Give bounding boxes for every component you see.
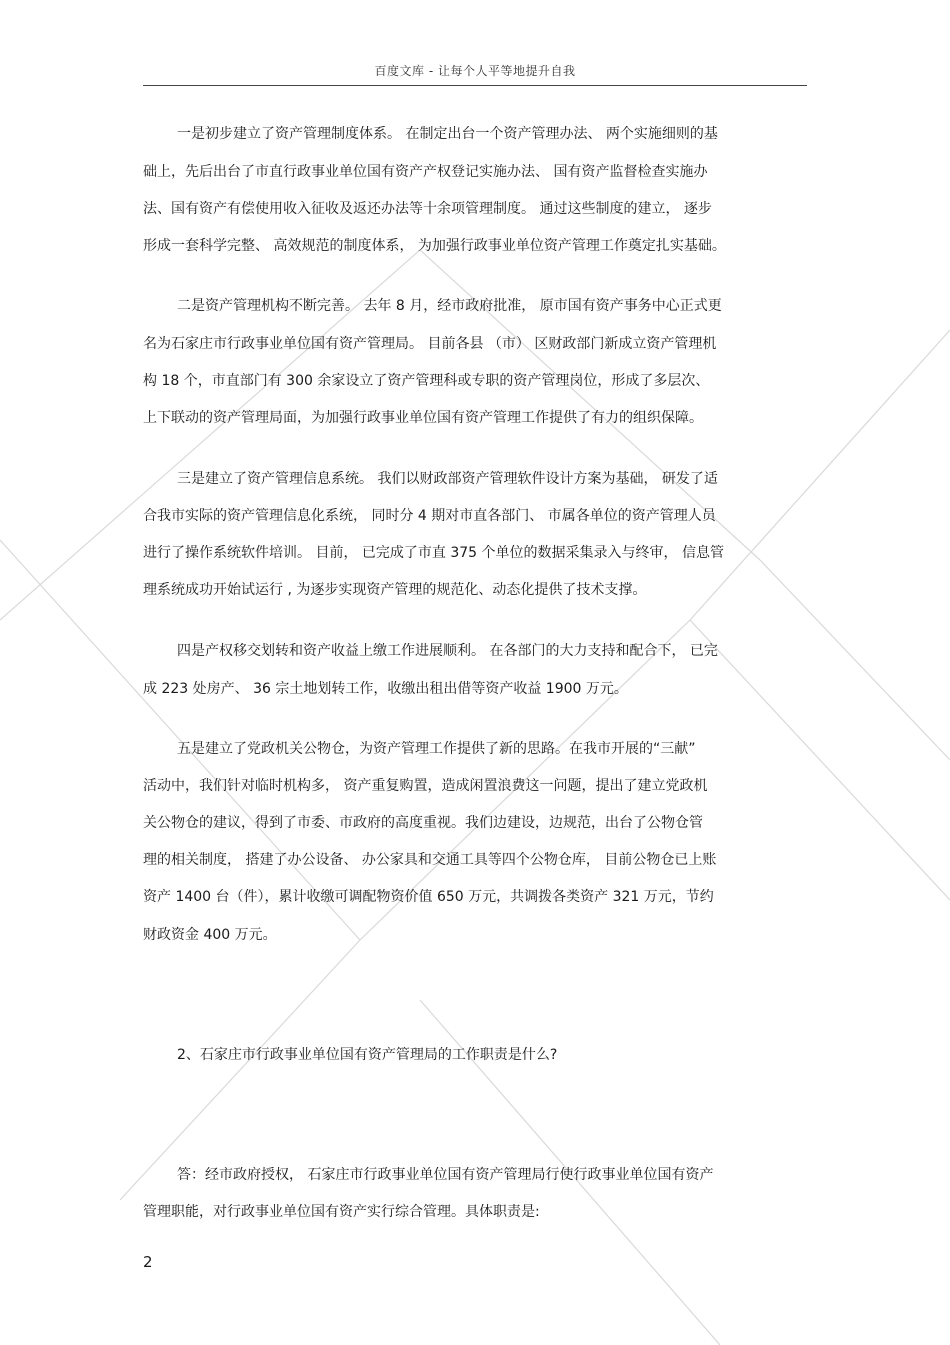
paragraph-line: 理系统成功开始试运行 , 为逐步实现资产管理的规范化、动态化提供了技术支撑。 bbox=[143, 582, 647, 598]
paragraph-line: 进行了操作系统软件培训。 目前， 已完成了市直 375 个单位的数据采集录入与终审， 信息管 bbox=[143, 545, 724, 561]
paragraph-line: 构 18 个，市直部门有 300 余家设立了资产管理科或专职的资产管理岗位，形成了多层次、 bbox=[143, 373, 710, 389]
paragraph-line: 成 223 处房产、 36 宗土地划转工作，收缴出租出借等资产收益 1900 万元。 bbox=[143, 681, 628, 697]
header-divider bbox=[143, 85, 807, 86]
paragraph-line: 法、国有资产有偿使用收入征收及返还办法等十余项管理制度。 通过这些制度的建立， 逐步 bbox=[143, 201, 712, 217]
paragraph-line: 资产 1400 台（件），累计收缴可调配物资价值 650 万元，共调拨各类资产 321 万元，节约 bbox=[143, 889, 714, 905]
paragraph-line: 合我市实际的资产管理信息化系统， 同时分 4 期对市直各部门、 市属各单位的资产管理人员 bbox=[143, 508, 716, 524]
paragraph-line: 础上，先后出台了市直行政事业单位国有资产产权登记实施办法、 国有资产监督检查实施办 bbox=[143, 164, 708, 180]
paragraph-line: 关公物仓的建议，得到了市委、市政府的高度重视。我们边建设，边规范，出台了公物仓管 bbox=[143, 815, 703, 831]
question-heading: 2、石家庄市行政事业单位国有资产管理局的工作职责是什么? bbox=[177, 1047, 558, 1063]
paragraph-line: 上下联动的资产管理局面，为加强行政事业单位国有资产管理工作提供了有力的组织保障。 bbox=[143, 410, 703, 426]
paragraph-line: 四是产权移交划转和资产收益上缴工作进展顺利。 在各部门的大力支持和配合下， 已完 bbox=[177, 643, 718, 659]
answer-line: 答：经市政府授权， 石家庄市行政事业单位国有资产管理局行使行政事业单位国有资产 bbox=[177, 1167, 714, 1183]
paragraph-line: 理的相关制度， 搭建了办公设备、 办公家具和交通工具等四个公物仓库， 目前公物仓已上账 bbox=[143, 852, 717, 868]
paragraph-line: 名为石家庄市行政事业单位国有资产管理局。 目前各县 （市） 区财政部门新成立资产管理机 bbox=[143, 336, 717, 352]
answer-line: 管理职能，对行政事业单位国有资产实行综合管理。具体职责是: bbox=[143, 1204, 540, 1220]
paragraph-line: 三是建立了资产管理信息系统。 我们以财政部资产管理软件设计方案为基础， 研发了适 bbox=[177, 471, 718, 487]
paragraph-line: 二是资产管理机构不断完善。 去年 8 月，经市政府批准， 原市国有资产事务中心正式更 bbox=[177, 298, 722, 314]
paragraph-line: 一是初步建立了资产管理制度体系。 在制定出台一个资产管理办法、 两个实施细则的基 bbox=[177, 126, 718, 142]
paragraph-line: 活动中，我们针对临时机构多， 资产重复购置，造成闲置浪费这一问题，提出了建立党政机 bbox=[143, 778, 708, 794]
paragraph-line: 财政资金 400 万元。 bbox=[143, 927, 277, 943]
paragraph-line: 五是建立了党政机关公物仓，为资产管理工作提供了新的思路。在我市开展的“三献” bbox=[177, 741, 696, 757]
paragraph-line: 形成一套科学完整、 高效规范的制度体系， 为加强行政事业单位资产管理工作奠定扎实基础。 bbox=[143, 238, 726, 254]
document-header: 百度文库 - 让每个人平等地提升自我 bbox=[374, 64, 576, 78]
page-number: 2 bbox=[143, 1253, 153, 1271]
